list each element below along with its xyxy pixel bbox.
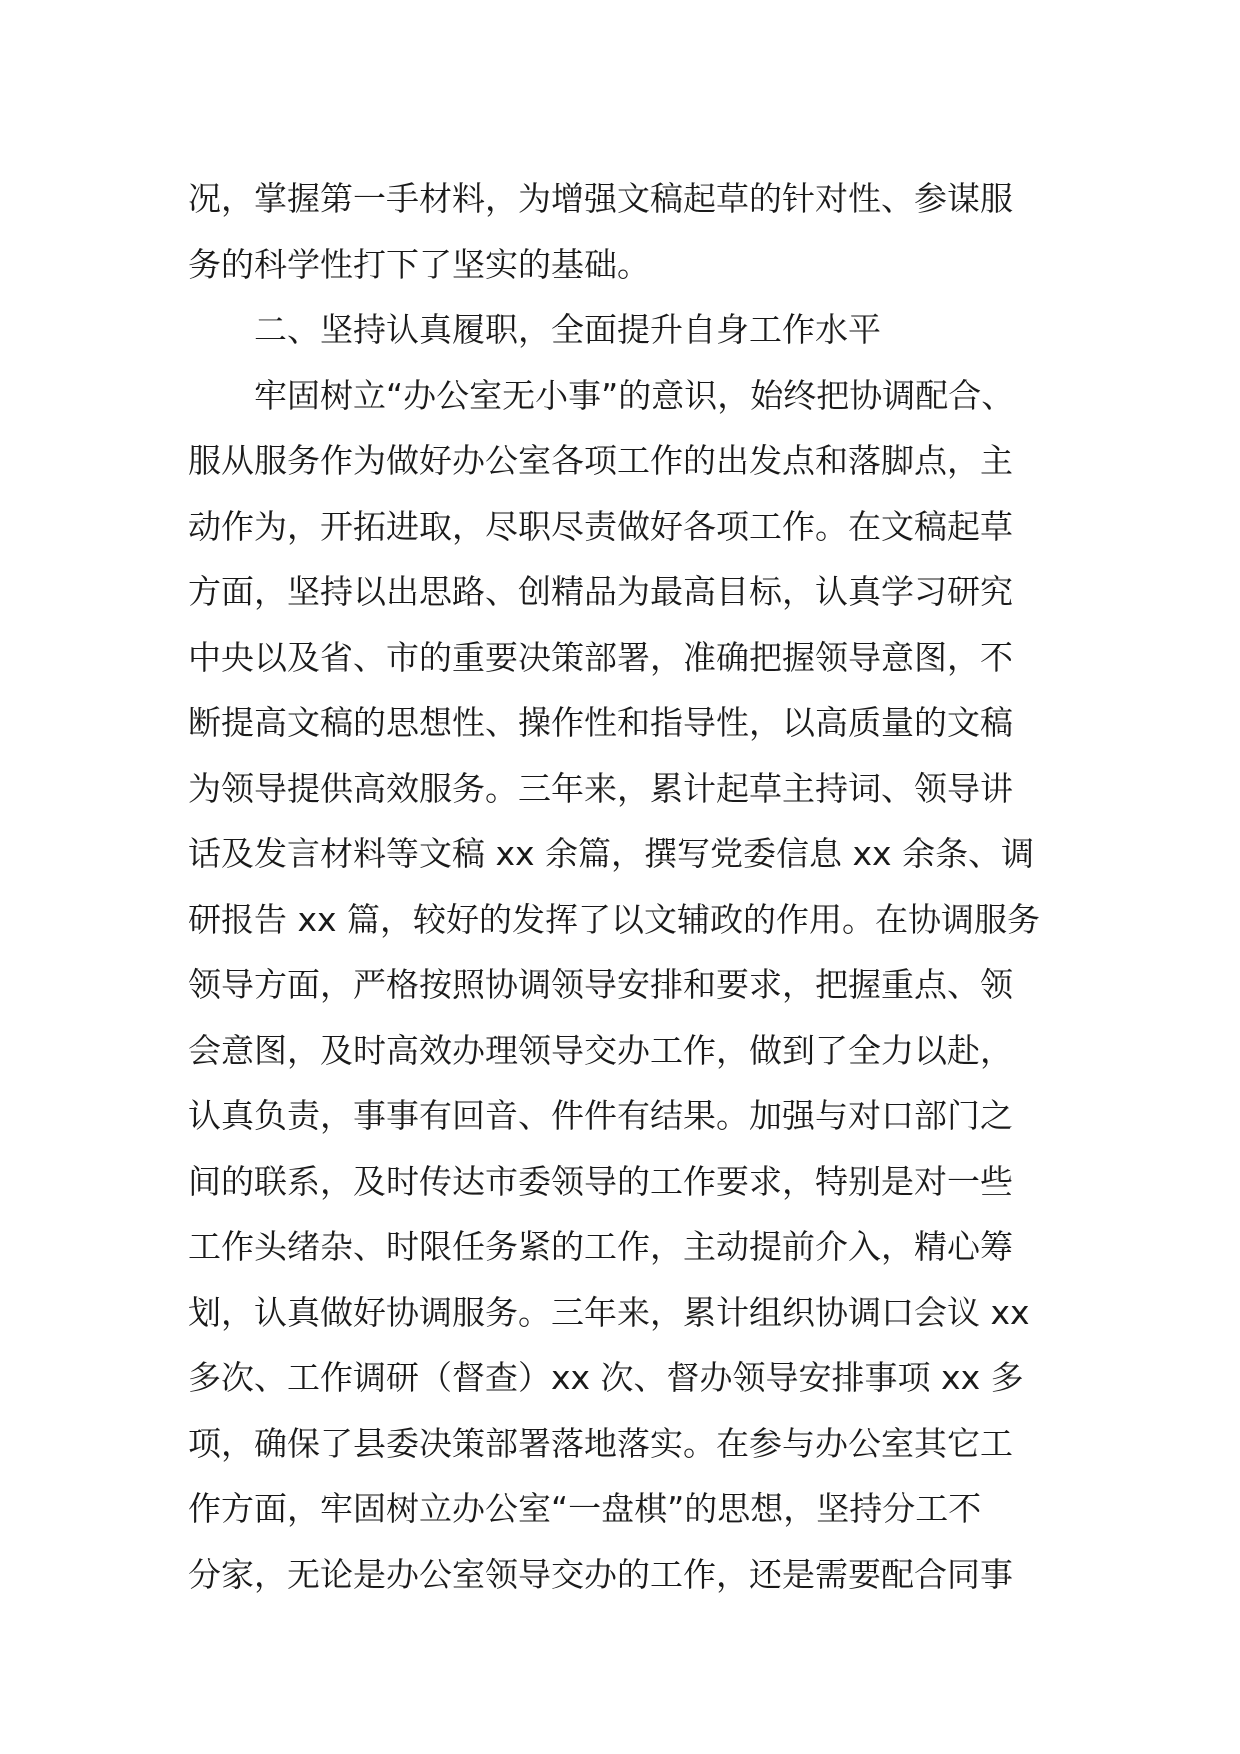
- text-line: 为领导提供高效服务。三年来，累计起草主持词、领导讲: [188, 768, 1013, 808]
- text-line: 研报告 xx 篇，较好的发挥了以文辅政的作用。在协调服务: [188, 899, 1041, 939]
- text-line: 项，确保了县委决策部署落地落实。在参与办公室其它工: [188, 1423, 1013, 1463]
- text-line: 作方面，牢固树立办公室“一盘棋”的思想，坚持分工不: [188, 1489, 982, 1528]
- text-line: 领导方面，严格按照协调领导安排和要求，把握重点、领: [188, 965, 1013, 1004]
- text-line: 方面，坚持以出思路、创精品为最高目标，认真学习研究: [188, 572, 1013, 611]
- text-line: 会意图，及时高效办理领导交办工作，做到了全力以赴，: [188, 1030, 1013, 1070]
- text-line: 划，认真做好协调服务。三年来，累计组织协调口会议 xx: [188, 1292, 1030, 1332]
- section-heading: [188, 297, 1068, 363]
- text-line: 工作头绪杂、时限任务紧的工作，主动提前介入，精心筹: [188, 1227, 1013, 1266]
- text-line: 况，掌握第一手材料，为增强文稿起草的针对性、参谋服: [188, 179, 1013, 218]
- text-line: 牢固树立“办公室无小事”的意识，始终把协调配合、: [254, 375, 1015, 415]
- document-body: [188, 166, 1068, 1607]
- text-line: 间的联系，及时传达市委领导的工作要求，特别是对一些: [188, 1161, 1013, 1201]
- text-line: 动作为，开拓进取，尽职尽责做好各项工作。在文稿起草: [188, 506, 1013, 546]
- text-line: 话及发言材料等文稿 xx 余篇，撰写党委信息 xx 余条、调: [188, 834, 1035, 873]
- paragraph-1: [188, 166, 1068, 297]
- text-line: 服从服务作为做好办公室各项工作的出发点和落脚点，主: [188, 441, 1013, 480]
- section-heading-text: 二、坚持认真履职，全面提升自身工作水平: [254, 310, 881, 349]
- text-line: 务的科学性打下了坚实的基础。: [188, 244, 650, 284]
- text-line: 多次、工作调研（督查）xx 次、督办领导安排事项 xx 多: [188, 1358, 1024, 1397]
- paragraph-2: [188, 363, 1068, 1608]
- text-line: 断提高文稿的思想性、操作性和指导性，以高质量的文稿: [188, 703, 1013, 742]
- text-line: 中央以及省、市的重要决策部署，准确把握领导意图，不: [188, 637, 1013, 677]
- text-line: 认真负责，事事有回音、件件有结果。加强与对口部门之: [188, 1096, 1013, 1135]
- text-line: 分家，无论是办公室领导交办的工作，还是需要配合同事: [188, 1554, 1013, 1594]
